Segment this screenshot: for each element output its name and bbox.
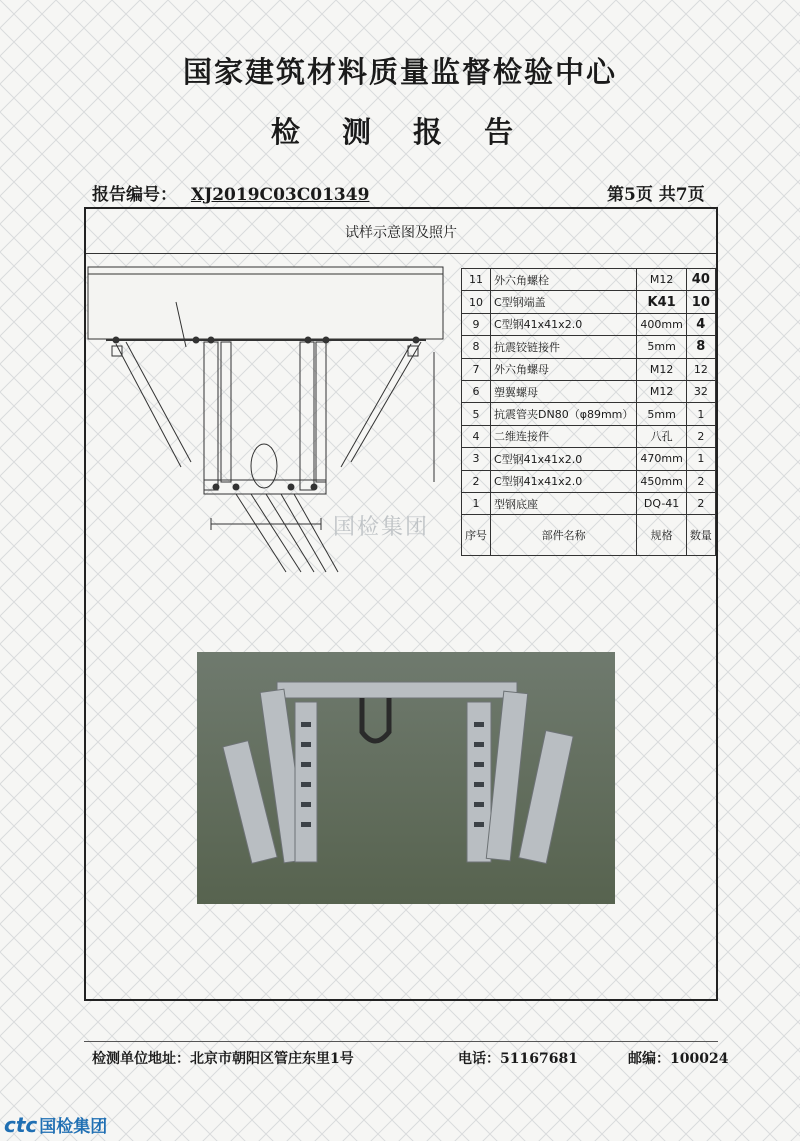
table-cell: 10	[462, 291, 491, 313]
table-row	[462, 291, 716, 313]
footer-postcode: 邮编：100024	[628, 1051, 729, 1067]
section-divider	[86, 253, 716, 254]
table-cell: 抗震管夹DN80（φ89mm）	[491, 403, 637, 425]
table-cell: 10	[686, 291, 715, 313]
table-cell: 5	[462, 403, 491, 425]
table-cell: 470mm	[637, 448, 686, 470]
table-cell: 2	[686, 492, 715, 514]
table-row	[462, 403, 716, 425]
table-cell: 2	[462, 470, 491, 492]
table-cell: 5mm	[637, 403, 686, 425]
table-cell: M12	[637, 269, 686, 291]
table-row	[462, 380, 716, 402]
table-cell: 7	[462, 358, 491, 380]
watermark: 国检集团	[333, 515, 430, 540]
table-cell: C型钢41x41x2.0	[491, 470, 637, 492]
table-cell: 塑翼螺母	[491, 380, 637, 402]
table-cell: 3	[462, 448, 491, 470]
table-cell: 11	[462, 269, 491, 291]
header-qty: 数量	[686, 515, 715, 556]
report-title: 检 测 报 告	[270, 115, 530, 149]
table-cell: C型钢41x41x2.0	[491, 313, 637, 335]
table-cell: 抗震铰链接件	[491, 336, 637, 358]
logo-mark: ctc	[4, 1113, 38, 1137]
table-cell: 4	[462, 425, 491, 447]
footer-phone: 电话：51167681	[458, 1051, 578, 1067]
header-name: 部件名称	[491, 515, 637, 556]
header-no: 序号	[462, 515, 491, 556]
table-cell: 12	[686, 358, 715, 380]
table-cell: 8	[686, 336, 715, 358]
table-cell: 型钢底座	[491, 492, 637, 514]
footer-divider	[84, 1041, 718, 1042]
page-info: 第5页 共7页	[607, 185, 705, 205]
table-cell: 1	[686, 403, 715, 425]
footer-address: 检测单位地址：北京市朝阳区管庄东里1号	[92, 1051, 354, 1067]
table-row	[462, 269, 716, 291]
table-row	[462, 313, 716, 335]
table-row	[462, 425, 716, 447]
table-cell: 2	[686, 425, 715, 447]
specimen-photo	[197, 652, 615, 904]
table-cell: 450mm	[637, 470, 686, 492]
table-cell: 9	[462, 313, 491, 335]
table-cell: 8	[462, 336, 491, 358]
table-cell: 400mm	[637, 313, 686, 335]
table-row	[462, 336, 716, 358]
report-number	[92, 180, 369, 205]
table-cell: M12	[637, 380, 686, 402]
parts-table	[461, 268, 716, 556]
table-cell: M12	[637, 358, 686, 380]
ctc-logo	[4, 1112, 107, 1137]
table-cell: 6	[462, 380, 491, 402]
table-header-row	[462, 515, 716, 556]
table-cell: 八孔	[637, 425, 686, 447]
table-row	[462, 448, 716, 470]
table-cell: 40	[686, 269, 715, 291]
org-title: 国家建筑材料质量监督检验中心	[182, 55, 617, 89]
table-row	[462, 358, 716, 380]
report-number-label: 报告编号：	[92, 185, 177, 205]
logo-text: 国检集团	[39, 1117, 108, 1137]
table-cell: 1	[462, 492, 491, 514]
section-title: 试样示意图及照片	[345, 225, 457, 241]
table-cell: 2	[686, 470, 715, 492]
table-cell: 外六角螺栓	[491, 269, 637, 291]
table-cell: 二维连接件	[491, 425, 637, 447]
table-row	[462, 470, 716, 492]
table-cell: 4	[686, 313, 715, 335]
table-cell: 32	[686, 380, 715, 402]
header-spec: 规格	[637, 515, 686, 556]
table-cell: 5mm	[637, 336, 686, 358]
table-cell: K41	[637, 291, 686, 313]
table-cell: C型钢端盖	[491, 291, 637, 313]
table-cell: DQ-41	[637, 492, 686, 514]
table-row	[462, 492, 716, 514]
table-cell: 1	[686, 448, 715, 470]
report-number-value: XJ2019C03C01349	[191, 185, 370, 205]
table-cell: 外六角螺母	[491, 358, 637, 380]
table-cell: C型钢41x41x2.0	[491, 448, 637, 470]
